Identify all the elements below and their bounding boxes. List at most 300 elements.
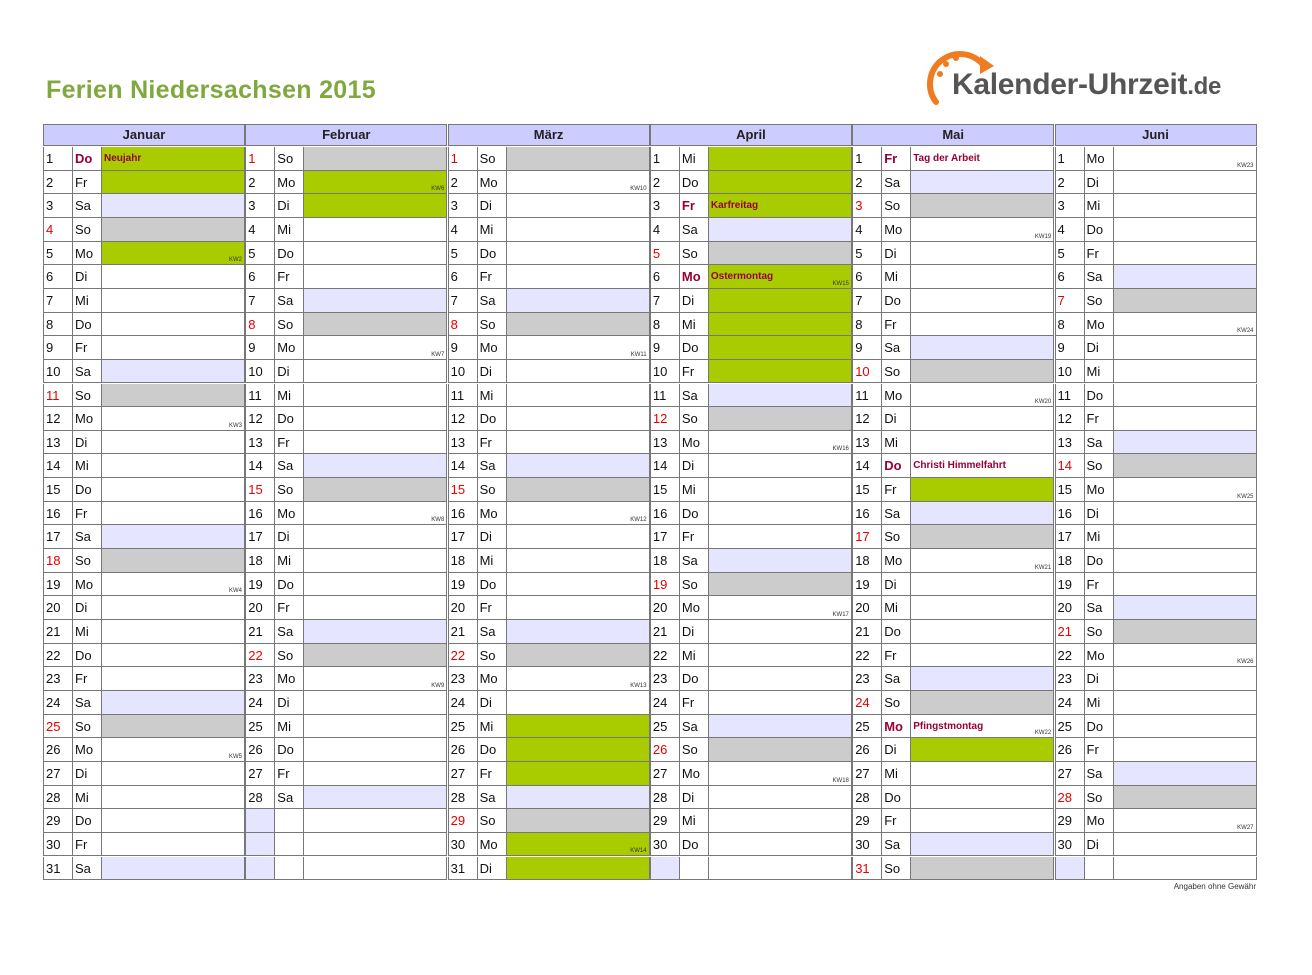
- day-row[interactable]: [650, 644, 852, 668]
- weekday-name: Mi: [275, 218, 304, 241]
- day-note-cell: [507, 644, 650, 667]
- day-row[interactable]: [650, 194, 852, 218]
- day-row[interactable]: [650, 573, 852, 597]
- day-row[interactable]: [1055, 738, 1257, 762]
- day-number: 10: [1055, 360, 1085, 383]
- day-note-cell: [709, 857, 852, 880]
- day-row[interactable]: [852, 147, 1054, 171]
- day-row[interactable]: [1055, 549, 1257, 573]
- disclaimer: Angaben ohne Gewähr: [1173, 882, 1256, 891]
- day-number: 19: [852, 573, 882, 596]
- day-row[interactable]: [650, 431, 852, 455]
- week-number: KW11: [630, 351, 647, 358]
- weekday-name: So: [882, 691, 911, 714]
- day-row[interactable]: [650, 265, 852, 289]
- day-number: 24: [245, 691, 275, 714]
- day-row[interactable]: [448, 265, 650, 289]
- day-note-cell: [304, 549, 447, 572]
- day-row[interactable]: [852, 667, 1054, 691]
- day-number: 12: [43, 407, 73, 430]
- day-note-cell: [507, 289, 650, 312]
- weekday-name: Di: [882, 242, 911, 265]
- day-number: 5: [650, 242, 680, 265]
- weekday-name: Mo: [478, 502, 507, 525]
- day-row[interactable]: [650, 336, 852, 360]
- day-row[interactable]: [852, 218, 1054, 242]
- day-note-cell: [911, 454, 1054, 477]
- day-row[interactable]: [852, 384, 1054, 408]
- weekday-name: So: [478, 644, 507, 667]
- day-number: 6: [448, 265, 478, 288]
- day-row[interactable]: [43, 171, 245, 195]
- day-note-cell: [304, 502, 447, 525]
- day-number: 26: [43, 738, 73, 761]
- day-row[interactable]: [43, 738, 245, 762]
- day-row[interactable]: [1055, 171, 1257, 195]
- day-row[interactable]: [448, 525, 650, 549]
- day-number: 17: [650, 525, 680, 548]
- brand-logo[interactable]: [922, 44, 1252, 116]
- day-row[interactable]: [852, 265, 1054, 289]
- day-number: 25: [852, 715, 882, 738]
- day-note-cell: [507, 431, 650, 454]
- day-row[interactable]: [43, 454, 245, 478]
- day-row[interactable]: [43, 620, 245, 644]
- day-row[interactable]: [245, 265, 447, 289]
- weekday-name: Do: [680, 336, 709, 359]
- weekday-name: Sa: [73, 857, 102, 880]
- day-row[interactable]: [1055, 313, 1257, 337]
- day-row[interactable]: [245, 549, 447, 573]
- day-note-cell: [102, 336, 245, 359]
- day-number: 17: [448, 525, 478, 548]
- day-row[interactable]: [448, 573, 650, 597]
- day-note-cell: [102, 691, 245, 714]
- day-row[interactable]: [43, 407, 245, 431]
- day-row[interactable]: [650, 525, 852, 549]
- day-row[interactable]: [650, 384, 852, 408]
- day-note-cell: [911, 596, 1054, 619]
- day-row[interactable]: [852, 715, 1054, 739]
- day-row[interactable]: [448, 620, 650, 644]
- day-row[interactable]: [650, 549, 852, 573]
- day-row[interactable]: [852, 242, 1054, 266]
- weekday-name: Fr: [73, 667, 102, 690]
- day-row[interactable]: [1055, 289, 1257, 313]
- day-number: 28: [43, 786, 73, 809]
- day-row[interactable]: [245, 289, 447, 313]
- day-note-cell: [102, 289, 245, 312]
- day-row[interactable]: [1055, 809, 1257, 833]
- day-number: 10: [650, 360, 680, 383]
- day-row[interactable]: [1055, 454, 1257, 478]
- day-row[interactable]: [448, 218, 650, 242]
- day-row[interactable]: [43, 715, 245, 739]
- day-row[interactable]: [448, 313, 650, 337]
- day-row[interactable]: [245, 407, 447, 431]
- day-row[interactable]: [852, 289, 1054, 313]
- day-row[interactable]: [852, 478, 1054, 502]
- day-row[interactable]: [43, 313, 245, 337]
- day-row[interactable]: [245, 502, 447, 526]
- day-row[interactable]: [1055, 620, 1257, 644]
- day-note-cell: [507, 171, 650, 194]
- day-row[interactable]: [852, 833, 1054, 857]
- day-note-cell: [102, 265, 245, 288]
- weekday-name: Do: [1085, 218, 1114, 241]
- calendar-grid: [43, 124, 1257, 881]
- day-note-cell: [709, 738, 852, 761]
- day-row[interactable]: [245, 857, 447, 881]
- month-header: März: [448, 124, 650, 146]
- day-number: 1: [245, 147, 275, 170]
- day-row[interactable]: [43, 525, 245, 549]
- day-row[interactable]: [43, 289, 245, 313]
- day-row[interactable]: [650, 289, 852, 313]
- day-row[interactable]: [448, 644, 650, 668]
- day-row[interactable]: [448, 407, 650, 431]
- day-row[interactable]: [43, 691, 245, 715]
- week-number: KW5: [228, 753, 242, 760]
- day-row[interactable]: [43, 194, 245, 218]
- day-number: 17: [852, 525, 882, 548]
- day-row[interactable]: [245, 738, 447, 762]
- day-row[interactable]: [650, 833, 852, 857]
- day-row[interactable]: [650, 147, 852, 171]
- day-row[interactable]: [1055, 478, 1257, 502]
- day-note-cell: [507, 336, 650, 359]
- day-row[interactable]: [43, 786, 245, 810]
- weekday-name: Do: [1085, 715, 1114, 738]
- day-row[interactable]: [852, 171, 1054, 195]
- day-row[interactable]: [448, 786, 650, 810]
- day-row[interactable]: [245, 478, 447, 502]
- day-row[interactable]: [1055, 431, 1257, 455]
- month-column: [650, 124, 852, 881]
- day-row[interactable]: [245, 313, 447, 337]
- day-row[interactable]: [1055, 218, 1257, 242]
- day-row[interactable]: [448, 691, 650, 715]
- day-note-cell: [1114, 384, 1257, 407]
- day-row[interactable]: [448, 242, 650, 266]
- day-note-cell: [507, 265, 650, 288]
- day-row[interactable]: [245, 336, 447, 360]
- day-row[interactable]: [448, 194, 650, 218]
- day-row[interactable]: [852, 407, 1054, 431]
- day-row[interactable]: [43, 218, 245, 242]
- day-row[interactable]: [650, 667, 852, 691]
- day-row[interactable]: [852, 738, 1054, 762]
- day-number: 31: [852, 857, 882, 880]
- day-row[interactable]: [852, 644, 1054, 668]
- weekday-name: Mi: [1085, 360, 1114, 383]
- day-row[interactable]: [852, 762, 1054, 786]
- day-row[interactable]: [1055, 762, 1257, 786]
- day-row[interactable]: [245, 786, 447, 810]
- day-row[interactable]: [1055, 715, 1257, 739]
- day-number: 5: [1055, 242, 1085, 265]
- weekday-name: Fr: [73, 833, 102, 856]
- day-row[interactable]: [650, 857, 852, 881]
- weekday-name: Di: [73, 265, 102, 288]
- day-row[interactable]: [245, 384, 447, 408]
- day-row[interactable]: [1055, 265, 1257, 289]
- day-number: 19: [650, 573, 680, 596]
- day-row[interactable]: [448, 738, 650, 762]
- day-row[interactable]: [650, 502, 852, 526]
- day-row[interactable]: [1055, 525, 1257, 549]
- day-row[interactable]: [650, 218, 852, 242]
- day-row[interactable]: [852, 313, 1054, 337]
- day-row[interactable]: [43, 242, 245, 266]
- weekday-name: Mi: [680, 809, 709, 832]
- day-number: 25: [43, 715, 73, 738]
- day-row[interactable]: [852, 360, 1054, 384]
- day-note-cell: [102, 857, 245, 880]
- day-row[interactable]: [245, 620, 447, 644]
- day-number: 11: [1055, 384, 1085, 407]
- day-row[interactable]: [650, 620, 852, 644]
- day-row[interactable]: [1055, 384, 1257, 408]
- day-number: 8: [245, 313, 275, 336]
- day-row[interactable]: [852, 454, 1054, 478]
- day-row[interactable]: [448, 762, 650, 786]
- day-number: 28: [448, 786, 478, 809]
- weekday-name: Mo: [1085, 313, 1114, 336]
- day-note-cell: [507, 384, 650, 407]
- month-column: [1055, 124, 1257, 881]
- day-number: 18: [43, 549, 73, 572]
- day-row[interactable]: [245, 218, 447, 242]
- day-number: 17: [1055, 525, 1085, 548]
- day-row[interactable]: [852, 431, 1054, 455]
- day-note-cell: [1114, 809, 1257, 832]
- day-row[interactable]: [245, 715, 447, 739]
- day-note-cell: [102, 218, 245, 241]
- day-number: 29: [448, 809, 478, 832]
- day-row[interactable]: [650, 809, 852, 833]
- day-number: 3: [43, 194, 73, 217]
- day-number: 22: [43, 644, 73, 667]
- day-row[interactable]: [245, 360, 447, 384]
- day-number: 11: [245, 384, 275, 407]
- day-row[interactable]: [650, 715, 852, 739]
- day-row[interactable]: [43, 762, 245, 786]
- day-row[interactable]: [448, 857, 650, 881]
- day-note-cell: [709, 762, 852, 785]
- day-row[interactable]: [650, 313, 852, 337]
- day-row[interactable]: [448, 360, 650, 384]
- day-number: 10: [43, 360, 73, 383]
- day-row[interactable]: [650, 171, 852, 195]
- weekday-name: Mo: [1085, 644, 1114, 667]
- day-row[interactable]: [43, 809, 245, 833]
- day-note-cell: [102, 431, 245, 454]
- weekday-name: Mi: [73, 620, 102, 643]
- day-row[interactable]: [448, 478, 650, 502]
- day-row[interactable]: [852, 691, 1054, 715]
- day-row[interactable]: [43, 573, 245, 597]
- weekday-name: Di: [275, 360, 304, 383]
- day-row[interactable]: [650, 762, 852, 786]
- day-row[interactable]: [448, 336, 650, 360]
- day-note-cell: [102, 573, 245, 596]
- day-row[interactable]: [245, 596, 447, 620]
- day-row[interactable]: [650, 786, 852, 810]
- day-row[interactable]: [650, 478, 852, 502]
- day-row[interactable]: [852, 502, 1054, 526]
- day-number: 13: [852, 431, 882, 454]
- day-row[interactable]: [650, 596, 852, 620]
- day-row[interactable]: [1055, 407, 1257, 431]
- week-number: KW13: [630, 682, 647, 689]
- day-note-cell: [1114, 478, 1257, 501]
- day-row[interactable]: [43, 478, 245, 502]
- day-row[interactable]: [852, 596, 1054, 620]
- day-row[interactable]: [245, 242, 447, 266]
- day-row[interactable]: [43, 644, 245, 668]
- day-row[interactable]: [1055, 667, 1257, 691]
- day-row[interactable]: [650, 691, 852, 715]
- day-row[interactable]: [448, 502, 650, 526]
- day-row[interactable]: [43, 384, 245, 408]
- day-row[interactable]: [43, 549, 245, 573]
- day-note-cell: [911, 809, 1054, 832]
- day-note-cell: [304, 265, 447, 288]
- day-number: 15: [852, 478, 882, 501]
- day-row[interactable]: [1055, 644, 1257, 668]
- day-row[interactable]: [245, 573, 447, 597]
- day-row[interactable]: [43, 431, 245, 455]
- day-row[interactable]: [852, 336, 1054, 360]
- day-row[interactable]: [43, 336, 245, 360]
- day-number: 19: [245, 573, 275, 596]
- day-row[interactable]: [1055, 786, 1257, 810]
- day-row[interactable]: [448, 431, 650, 455]
- day-number: 9: [1055, 336, 1085, 359]
- day-note-cell: [709, 644, 852, 667]
- weekday-name: Di: [1085, 667, 1114, 690]
- day-row[interactable]: [43, 667, 245, 691]
- day-row[interactable]: [1055, 833, 1257, 857]
- day-note-cell: [911, 573, 1054, 596]
- day-row[interactable]: [245, 762, 447, 786]
- day-row[interactable]: [650, 738, 852, 762]
- day-number: 4: [650, 218, 680, 241]
- day-row[interactable]: [1055, 336, 1257, 360]
- day-row[interactable]: [852, 573, 1054, 597]
- day-row[interactable]: [650, 242, 852, 266]
- day-number: 5: [43, 242, 73, 265]
- day-row[interactable]: [245, 667, 447, 691]
- day-note-cell: [507, 786, 650, 809]
- day-row[interactable]: [245, 644, 447, 668]
- weekday-name: Mi: [882, 762, 911, 785]
- day-row[interactable]: [650, 454, 852, 478]
- weekday-name: Mi: [478, 218, 507, 241]
- day-row[interactable]: [448, 809, 650, 833]
- day-row[interactable]: [650, 407, 852, 431]
- weekday-name: [275, 809, 304, 832]
- day-row[interactable]: [448, 171, 650, 195]
- week-number: KW6: [431, 186, 445, 193]
- day-number: 3: [1055, 194, 1085, 217]
- day-row[interactable]: [1055, 242, 1257, 266]
- day-row[interactable]: [1055, 596, 1257, 620]
- day-row[interactable]: [43, 502, 245, 526]
- day-row[interactable]: [245, 525, 447, 549]
- day-number: 28: [852, 786, 882, 809]
- day-row[interactable]: [43, 833, 245, 857]
- day-row[interactable]: [1055, 360, 1257, 384]
- day-row[interactable]: [1055, 691, 1257, 715]
- weekday-name: Mi: [73, 289, 102, 312]
- week-number: KW19: [1034, 233, 1052, 240]
- day-number: 16: [1055, 502, 1085, 525]
- day-row[interactable]: [448, 715, 650, 739]
- day-row[interactable]: [245, 691, 447, 715]
- day-row[interactable]: [448, 596, 650, 620]
- day-note-cell: [304, 833, 447, 856]
- day-row[interactable]: [852, 620, 1054, 644]
- day-number: 26: [448, 738, 478, 761]
- day-row[interactable]: [650, 360, 852, 384]
- day-number: 20: [650, 596, 680, 619]
- week-number: KW9: [431, 682, 445, 689]
- day-row[interactable]: [1055, 857, 1257, 881]
- day-row[interactable]: [448, 549, 650, 573]
- day-row[interactable]: [1055, 502, 1257, 526]
- day-row[interactable]: [448, 454, 650, 478]
- weekday-name: Mi: [1085, 194, 1114, 217]
- day-row[interactable]: [852, 786, 1054, 810]
- day-row[interactable]: [245, 454, 447, 478]
- day-row[interactable]: [852, 194, 1054, 218]
- day-number: 15: [245, 478, 275, 501]
- day-row[interactable]: [448, 289, 650, 313]
- day-row[interactable]: [1055, 194, 1257, 218]
- day-row[interactable]: [852, 525, 1054, 549]
- day-note-cell: [507, 691, 650, 714]
- day-row[interactable]: [245, 194, 447, 218]
- day-row[interactable]: [245, 833, 447, 857]
- day-row[interactable]: [245, 171, 447, 195]
- weekday-name: So: [478, 478, 507, 501]
- day-row[interactable]: [852, 809, 1054, 833]
- day-row[interactable]: [448, 384, 650, 408]
- day-note-cell: [709, 265, 852, 288]
- holiday-label: Tag der Arbeit: [913, 153, 980, 164]
- day-row[interactable]: [448, 667, 650, 691]
- day-row[interactable]: [43, 857, 245, 881]
- weekday-name: Do: [680, 667, 709, 690]
- day-note-cell: [304, 857, 447, 880]
- day-number: 6: [852, 265, 882, 288]
- day-row[interactable]: [245, 809, 447, 833]
- day-row[interactable]: [448, 833, 650, 857]
- day-row[interactable]: [448, 147, 650, 171]
- day-row[interactable]: [852, 549, 1054, 573]
- day-row[interactable]: [1055, 147, 1257, 171]
- day-row[interactable]: [245, 147, 447, 171]
- day-row[interactable]: [43, 265, 245, 289]
- day-row[interactable]: [43, 360, 245, 384]
- day-row[interactable]: [245, 431, 447, 455]
- day-row[interactable]: [43, 596, 245, 620]
- day-row[interactable]: [852, 857, 1054, 881]
- day-row[interactable]: [1055, 573, 1257, 597]
- day-row[interactable]: [43, 147, 245, 171]
